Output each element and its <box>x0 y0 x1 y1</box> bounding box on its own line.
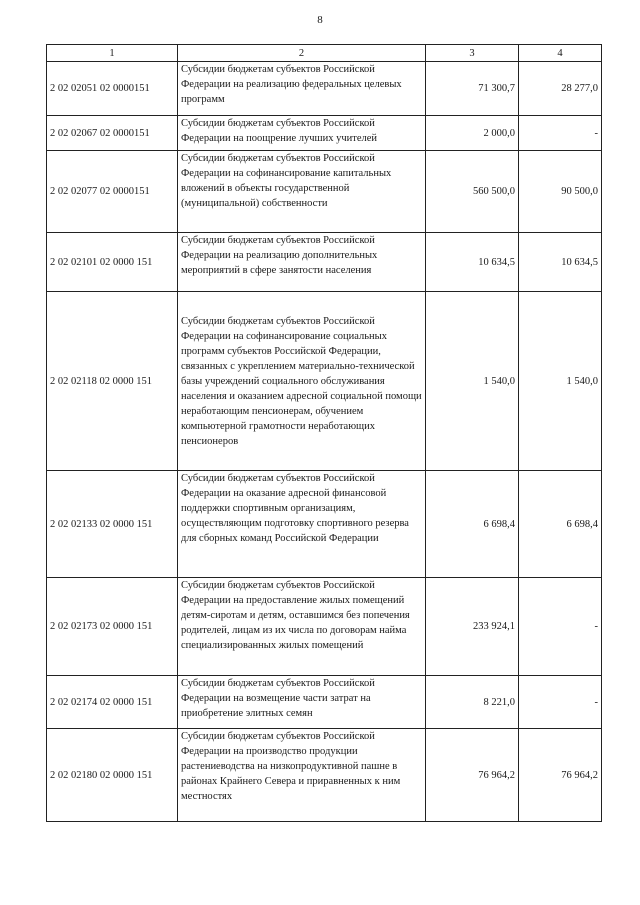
amount-col3-cell: 8 221,0 <box>426 676 519 729</box>
amount-col4-cell: 10 634,5 <box>519 233 602 292</box>
description-cell: Субсидии бюджетам субъектов Российской Федерации на оказание адресной финансовой поддержки спортивным организациям, осуществляющим подготовку спортивного резерва для сборных команд Российской Федерации <box>178 471 426 578</box>
code-cell: 2 02 02180 02 0000 151 <box>47 729 178 822</box>
description-cell: Субсидии бюджетам субъектов Российской Федерации на предоставление жилых помещений детям-сиротам и детям, оставшимся без попечения родителей, лицам из их числа по договорам найма специализированных жилых помещений <box>178 578 426 676</box>
code-cell: 2 02 02173 02 0000 151 <box>47 578 178 676</box>
amount-col3-cell: 233 924,1 <box>426 578 519 676</box>
amount-col3-cell: 1 540,0 <box>426 292 519 471</box>
header-cell-2: 2 <box>178 45 426 62</box>
amount-col3-cell: 560 500,0 <box>426 151 519 233</box>
code-cell: 2 02 02051 02 0000151 <box>47 62 178 116</box>
table-row <box>47 116 602 151</box>
page-number: 8 <box>317 14 323 26</box>
description-cell: Субсидии бюджетам субъектов Российской Федерации на поощрение лучших учителей <box>178 116 426 151</box>
amount-col4-cell: 76 964,2 <box>519 729 602 822</box>
table-row <box>47 292 602 471</box>
code-cell: 2 02 02077 02 0000151 <box>47 151 178 233</box>
amount-col3-cell: 10 634,5 <box>426 233 519 292</box>
amount-col4-cell: 90 500,0 <box>519 151 602 233</box>
budget-table <box>46 44 602 822</box>
amount-col3-cell: 2 000,0 <box>426 116 519 151</box>
table-row <box>47 151 602 233</box>
code-cell: 2 02 02174 02 0000 151 <box>47 676 178 729</box>
table-row <box>47 62 602 116</box>
description-cell: Субсидии бюджетам субъектов Российской Федерации на софинансирование социальных программ субъектов Российской Федерации, связанных с укреплением материально-технической базы учреждений социального обслуживания населения и оказанием адресной социальной помощи неработающим пенсионерам, обучением компьютерной грамотности неработающих пенсионеров <box>178 292 426 471</box>
amount-col3-cell: 76 964,2 <box>426 729 519 822</box>
header-row <box>47 45 602 62</box>
amount-col4-cell: - <box>519 116 602 151</box>
amount-col4-cell: 6 698,4 <box>519 471 602 578</box>
description-cell: Субсидии бюджетам субъектов Российской Федерации на софинансирование капитальных вложений в объекты государственной (муниципальной) собственности <box>178 151 426 233</box>
amount-col4-cell: 28 277,0 <box>519 62 602 116</box>
header-cell-1: 1 <box>47 45 178 62</box>
code-cell: 2 02 02133 02 0000 151 <box>47 471 178 578</box>
code-cell: 2 02 02101 02 0000 151 <box>47 233 178 292</box>
header-cell-4: 4 <box>519 45 602 62</box>
table-row <box>47 729 602 822</box>
header-cell-3: 3 <box>426 45 519 62</box>
table-row <box>47 471 602 578</box>
table-row <box>47 676 602 729</box>
amount-col3-cell: 71 300,7 <box>426 62 519 116</box>
code-cell: 2 02 02067 02 0000151 <box>47 116 178 151</box>
description-cell: Субсидии бюджетам субъектов Российской Федерации на производство продукции растениеводства на низкопродуктивной пашне в районах Крайнего Севера и приравненных к ним местностях <box>178 729 426 822</box>
amount-col4-cell: 1 540,0 <box>519 292 602 471</box>
amount-col4-cell: - <box>519 676 602 729</box>
description-cell: Субсидии бюджетам субъектов Российской Федерации на возмещение части затрат на приобретение элитных семян <box>178 676 426 729</box>
description-cell: Субсидии бюджетам субъектов Российской Федерации на реализацию дополнительных мероприятий в сфере занятости населения <box>178 233 426 292</box>
amount-col3-cell: 6 698,4 <box>426 471 519 578</box>
table-row <box>47 578 602 676</box>
code-cell: 2 02 02118 02 0000 151 <box>47 292 178 471</box>
amount-col4-cell: - <box>519 578 602 676</box>
description-cell: Субсидии бюджетам субъектов Российской Федерации на реализацию федеральных целевых программ <box>178 62 426 116</box>
table-row <box>47 233 602 292</box>
